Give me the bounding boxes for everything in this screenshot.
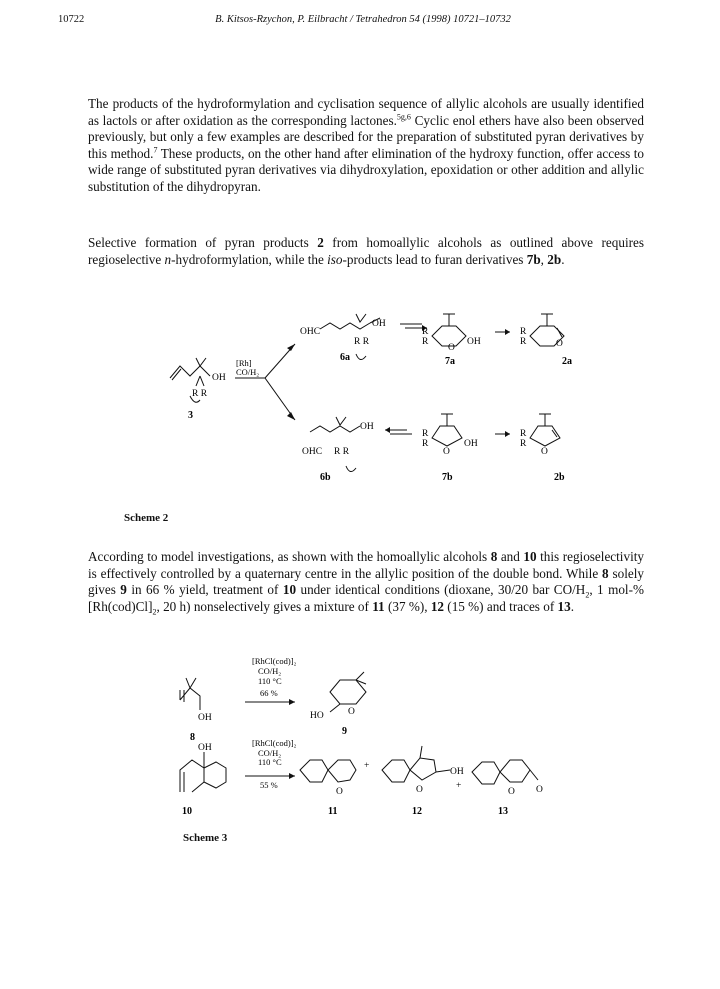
- s3-label-8: 8: [190, 732, 195, 743]
- p3-bold-3: 8: [602, 565, 609, 581]
- s2-7a-o: O: [448, 343, 455, 353]
- s3-13-o-ring: O: [508, 787, 515, 797]
- s2-condition-line2: CO/H₂: [236, 367, 260, 377]
- s2-2a-o: O: [556, 339, 563, 349]
- s3-cond1-line4: 66 %: [260, 688, 278, 698]
- p2-italic-2: iso: [327, 251, 343, 267]
- p3-text-9: (37 %),: [384, 598, 431, 614]
- s3-cond1-line2: CO/H₂: [258, 666, 282, 676]
- s3-label-10: 10: [182, 806, 192, 817]
- s3-12-oh: OH: [450, 767, 464, 777]
- s2-7b-o: O: [443, 447, 450, 457]
- s2-2a-r2: R: [520, 337, 527, 347]
- page-header: [58, 14, 668, 30]
- p1-text-2: Cyclic enol ethers have also been observed previously, but only a few examples are described for the preparation of substituted pyran derivatives by this method.: [88, 112, 644, 161]
- s2-label-7b: 7b: [442, 472, 453, 483]
- p3-text-1: According to model investigations, as shown with the homoallylic alcohols: [88, 549, 491, 564]
- scheme-2-figure: [160, 296, 600, 496]
- page-number: 10722: [58, 14, 85, 25]
- p3-text-3: this regioselectivity is effectively controlled by a quaternary centre in the allylic position of the double bond. While: [88, 549, 644, 581]
- s2-7b-oh: OH: [464, 439, 478, 449]
- s2-7a-r2: R: [422, 337, 429, 347]
- p2-bold-1: 2: [317, 235, 324, 250]
- s3-plus-1: +: [364, 761, 370, 771]
- p3-bold-7: 12: [430, 598, 444, 614]
- p1-text-3: These products, on the other hand after elimination of the hydroxy function, offer access to wide range of substituted pyran derivatives via dihydroxylation, epoxidation or other addition and allylic substitution of the dihydropyran.: [88, 145, 644, 194]
- scheme-2-caption: Scheme 2: [124, 512, 169, 524]
- p2-bold-3: 2b: [547, 251, 562, 267]
- s3-cond2-line4: 55 %: [260, 780, 278, 790]
- p3-bold-6: 11: [372, 598, 385, 614]
- s2-6a-rr: R R: [354, 337, 370, 347]
- p2-text-3: -hydroformylation, while the: [171, 251, 328, 267]
- p3-bold-5: 10: [282, 582, 297, 598]
- p3-sub-1: 2: [585, 590, 590, 600]
- s3-label-9: 9: [342, 726, 347, 737]
- s3-label-12: 12: [412, 806, 422, 817]
- p1-text-1: The products of the hydroformylation and cyclisation sequence of allylic alcohols are usually identified as lactols or after oxidation as the corresponding lactones.: [88, 96, 644, 128]
- s2-label-6a: 6a: [340, 352, 350, 363]
- s2-3-rr: R R: [192, 389, 208, 399]
- paragraph-regioselective: [88, 235, 644, 268]
- p3-text-2: and: [497, 549, 524, 564]
- s2-6a-oh: OH: [372, 319, 386, 329]
- s2-label-6b: 6b: [320, 472, 331, 483]
- s3-9-ho: HO: [310, 711, 324, 721]
- s2-2b-o: O: [541, 447, 548, 457]
- s3-10-oh: OH: [198, 743, 212, 753]
- p2-text-1: Selective formation of pyran products: [88, 235, 318, 250]
- s2-label-2b: 2b: [554, 472, 565, 483]
- p2-bold-2: 7b: [526, 251, 541, 267]
- p3-sub-2: 2: [152, 607, 157, 617]
- s2-7a-r1: R: [422, 327, 429, 337]
- s2-6a-ohc: OHC: [300, 327, 321, 337]
- s3-cond2-line2: CO/H₂: [258, 748, 282, 758]
- s3-11-o: O: [336, 787, 343, 797]
- s2-2b-r2: R: [520, 439, 527, 449]
- running-head: B. Kitsos-Rzychon, P. Eilbracht / Tetrahedron 54 (1998) 10721–10732: [215, 14, 511, 25]
- p3-bold-4: 9: [120, 582, 127, 598]
- s2-7b-r1: R: [422, 429, 429, 439]
- s3-cond1-line1: [RhCl(cod)]₂: [252, 656, 297, 666]
- s3-label-13: 13: [498, 806, 508, 817]
- p3-text-6: under identical conditions (dioxane, 30/20 bar CO/H: [296, 582, 586, 598]
- p1-ref-2: 7: [153, 145, 158, 155]
- scheme-3-figure: [160, 652, 560, 822]
- s2-2a-r1: R: [520, 327, 527, 337]
- scheme-3-caption: Scheme 3: [183, 832, 228, 844]
- p2-text-4: -products lead to furan derivatives: [342, 251, 527, 267]
- p3-text-8: , 20 h) nonselectively gives a mixture of: [156, 598, 373, 614]
- s2-3-oh: OH: [212, 373, 226, 383]
- s2-6b-rr: R R: [334, 447, 350, 457]
- p3-text-5: in 66 % yield, treatment of: [126, 582, 283, 598]
- s2-7a-oh: OH: [467, 337, 481, 347]
- paragraph-lactols: [88, 96, 644, 196]
- s2-label-7a: 7a: [445, 356, 455, 367]
- s3-12-o: O: [416, 785, 423, 795]
- s3-13-o-carbonyl: O: [536, 785, 543, 795]
- p3-text-4: solely gives: [88, 565, 644, 598]
- s3-plus-2: +: [456, 781, 462, 791]
- s2-label-3: 3: [188, 410, 193, 421]
- paragraph-model-investigations: [88, 549, 644, 615]
- s3-9-o: O: [348, 707, 355, 717]
- s3-label-11: 11: [328, 806, 338, 817]
- p2-italic-1: n: [164, 251, 172, 267]
- s3-cond1-line3: 110 °C: [258, 676, 282, 686]
- p3-bold-1: 8: [490, 549, 498, 564]
- s3-8-oh: OH: [198, 713, 212, 723]
- p3-text-10: (15 %) and traces of: [444, 598, 558, 614]
- p1-ref-1: 5g,6: [396, 112, 411, 122]
- p2-text-2: from homoallylic alcohols as outlined above requires regioselective: [88, 235, 644, 267]
- s2-2b-r1: R: [520, 429, 527, 439]
- p3-bold-2: 10: [523, 549, 537, 564]
- s3-cond2-line3: 110 °C: [258, 757, 282, 767]
- p3-text-7: , 1 mol-% [Rh(cod)Cl]: [88, 582, 644, 614]
- p2-text-5: ,: [540, 251, 548, 267]
- s2-label-2a: 2a: [562, 356, 572, 367]
- s2-7b-r2: R: [422, 439, 429, 449]
- s3-cond2-line1: [RhCl(cod)]₂: [252, 738, 297, 748]
- p2-text-6: .: [561, 251, 565, 267]
- s2-6b-oh: OH: [360, 422, 374, 432]
- p3-bold-8: 13: [557, 598, 571, 614]
- s2-condition-line1: [Rh]: [236, 358, 252, 368]
- p3-text-11: .: [570, 598, 574, 614]
- s2-6b-ohc: OHC: [302, 447, 323, 457]
